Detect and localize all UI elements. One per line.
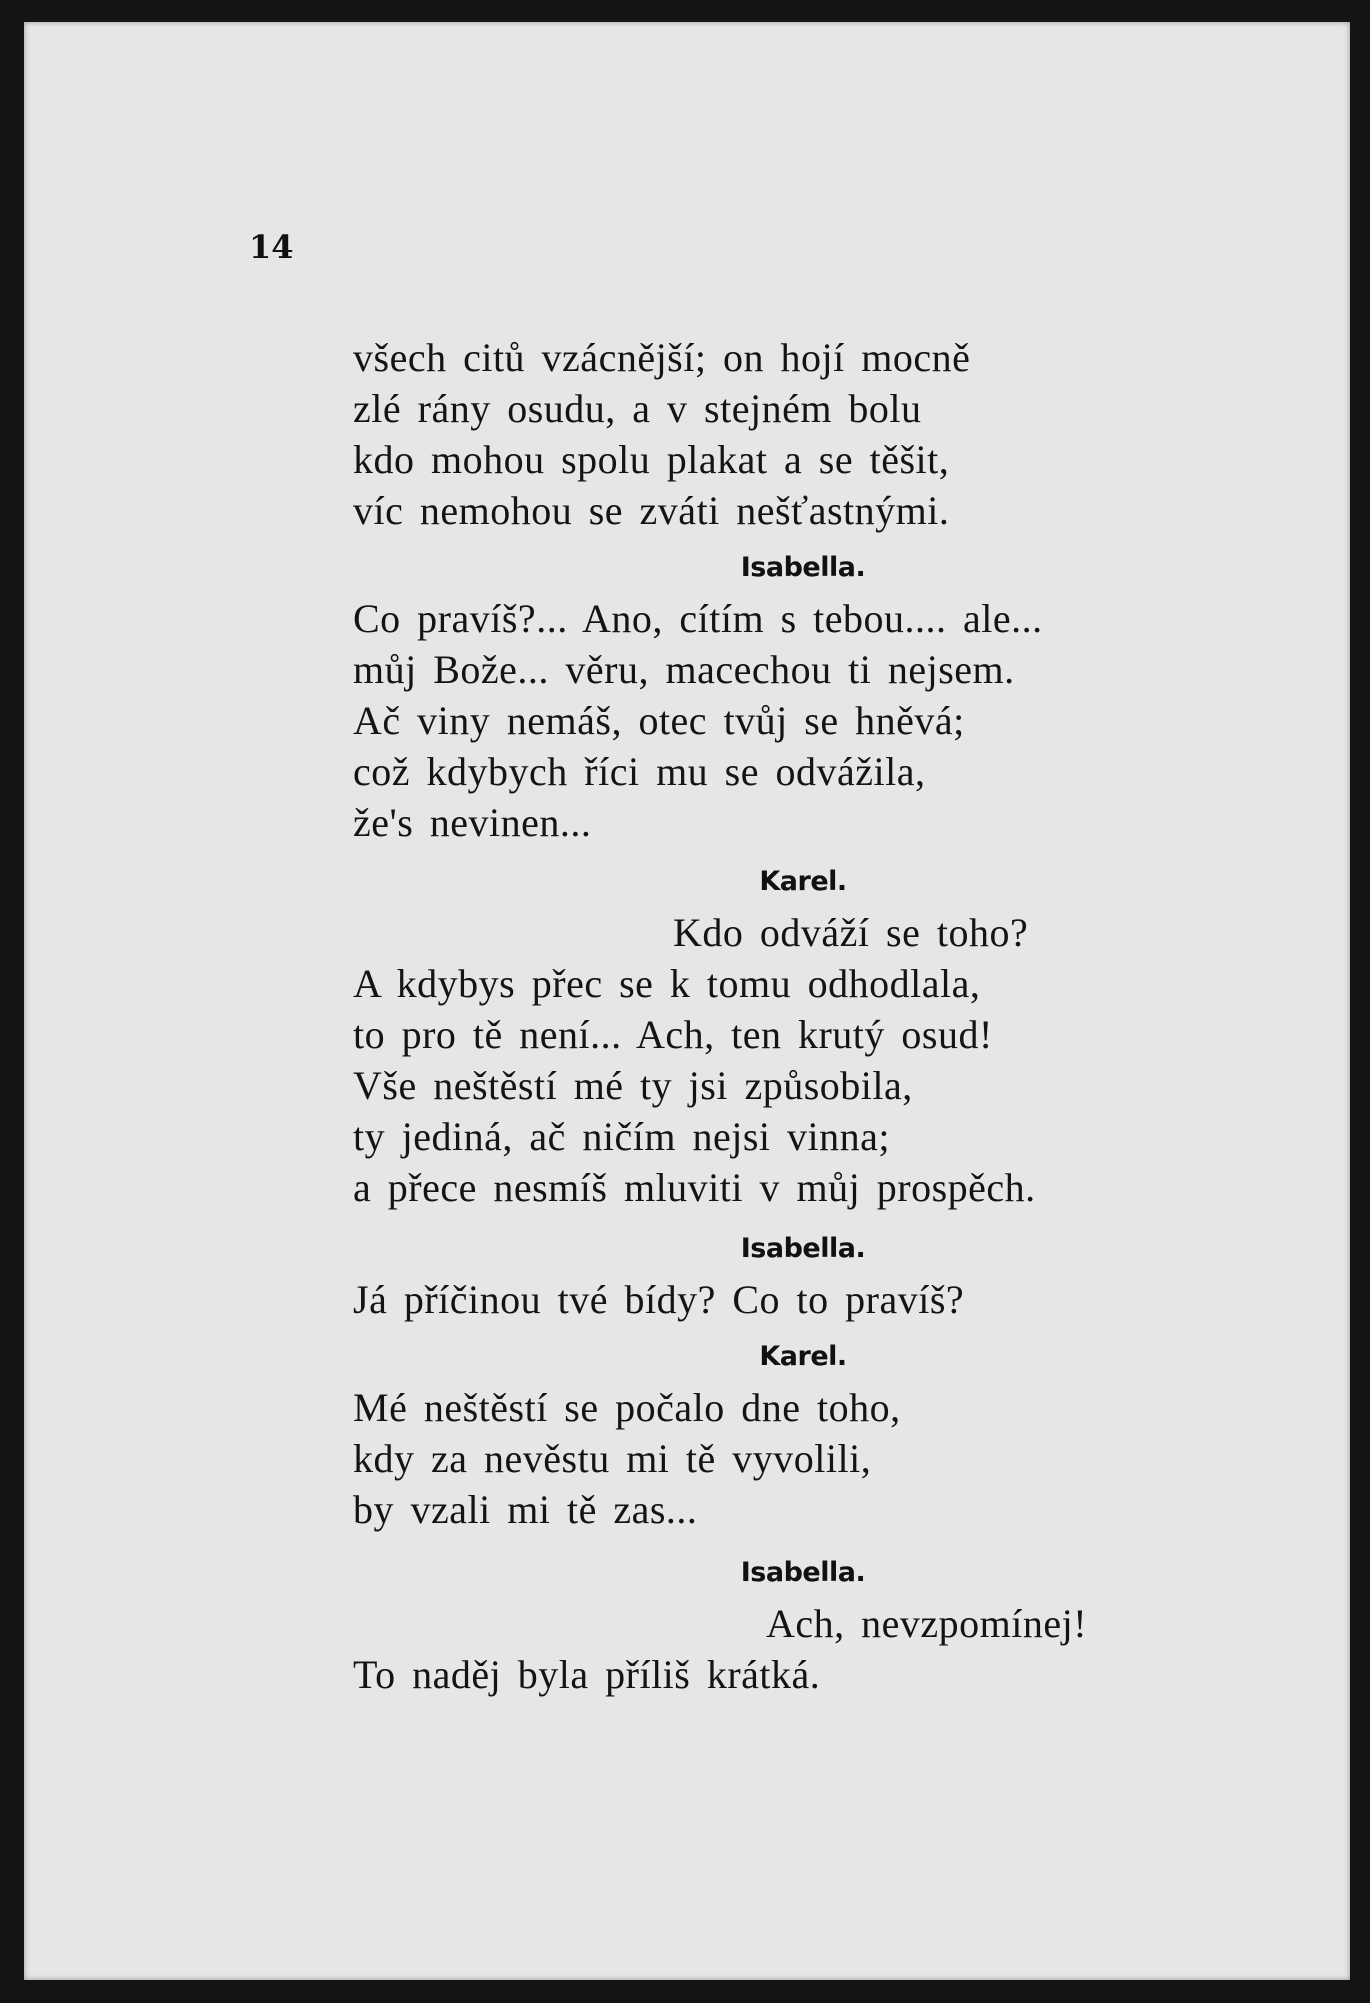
page-number: 14 <box>249 228 294 266</box>
speaker-label: Isabella. <box>740 1557 866 1588</box>
verse-line: Já příčinou tvé bídy? Co to pravíš? <box>353 1277 965 1322</box>
verse-line: zlé rány osudu, a v stejném bolu <box>353 386 922 431</box>
verse-line: Vše neštěstí mé ty jsi způsobila, <box>353 1063 913 1108</box>
verse-line: to pro tě není... Ach, ten krutý osud! <box>353 1012 993 1057</box>
verse-line: kdy za nevěstu mi tě vyvolili, <box>353 1436 872 1481</box>
verse-line: že's nevinen... <box>353 800 592 845</box>
verse-text <box>353 332 1253 1700</box>
verse-line: víc nemohou se zváti nešťastnými. <box>353 488 950 533</box>
verse-line: všech citů vzácnější; on hojí mocně <box>353 335 971 380</box>
verse-line: můj Bože... věru, macechou ti nejsem. <box>353 647 1015 692</box>
verse-line: Mé neštěstí se počalo dne toho, <box>353 1385 901 1430</box>
verse-line: Ač viny nemáš, otec tvůj se hněvá; <box>353 698 965 743</box>
verse-line: To naděj byla příliš krátká. <box>353 1652 821 1697</box>
book-page <box>24 22 1350 1980</box>
speaker-label: Karel. <box>759 866 847 897</box>
verse-line: Co pravíš?... Ano, cítím s tebou.... ale... <box>353 596 1043 641</box>
speaker-label: Karel. <box>759 1341 847 1372</box>
speaker-label: Isabella. <box>740 552 866 583</box>
verse-line: A kdybys přec se k tomu odhodlala, <box>353 961 981 1006</box>
verse-line: Ach, nevzpomínej! <box>766 1601 1088 1646</box>
verse-line: Kdo odváží se toho? <box>673 910 1029 955</box>
speaker-label: Isabella. <box>740 1233 866 1264</box>
verse-line: by vzali mi tě zas... <box>353 1487 698 1532</box>
verse-line: kdo mohou spolu plakat a se těšit, <box>353 437 950 482</box>
verse-line: ty jediná, ač ničím nejsi vinna; <box>353 1114 890 1159</box>
verse-line: což kdybych říci mu se odvážila, <box>353 749 926 794</box>
verse-line: a přece nesmíš mluviti v můj prospěch. <box>353 1165 1036 1210</box>
